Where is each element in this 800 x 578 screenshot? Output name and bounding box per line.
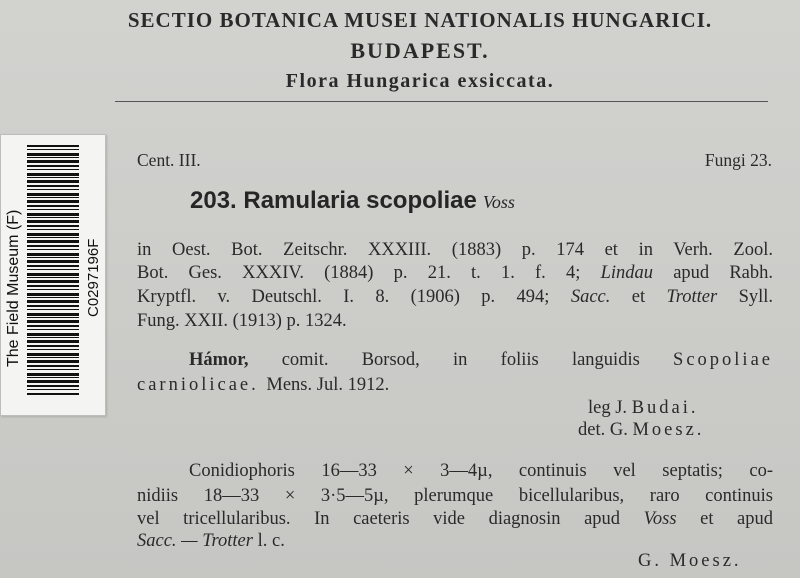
species-name: 203. Ramularia scopoliae — [190, 187, 477, 214]
description-author: Sacc. — Trotter — [137, 531, 253, 551]
reference-text: Syll. — [738, 287, 774, 307]
signature: G. Moesz. — [638, 551, 742, 571]
collection-date: Mens. Jul. 1912. — [266, 375, 390, 395]
reference-text: apud Rabh. — [673, 263, 774, 283]
fungi-number: Fungi 23. — [704, 150, 772, 170]
reference-line-3 — [137, 287, 773, 308]
century-number: Cent. III. — [137, 150, 201, 170]
species-title — [190, 187, 515, 215]
header-divider — [115, 101, 768, 102]
description-line-4 — [137, 531, 285, 552]
reference-line-1: in Oest. Bot. Zeitschr. XXXIII. (1883) p. 174 et in Verh. Zool. — [137, 240, 773, 260]
locality-place: Hámor, — [189, 350, 249, 370]
reference-line-4: Fung. XXII. (1913) p. 1324. — [137, 311, 347, 331]
description-text: vel tricellularibus. In caeteris vide diagnosin apud — [137, 509, 621, 529]
locality-line-1 — [189, 350, 773, 371]
determiner-prefix: det. G. — [578, 420, 628, 440]
locality-line-2 — [137, 375, 389, 396]
barcode-bars — [27, 145, 79, 395]
barcode-id: C0297196F — [85, 238, 102, 317]
host-genus: Scopoliae — [673, 350, 773, 370]
species-author: Voss — [482, 192, 515, 212]
reference-author: Lindau — [600, 263, 653, 283]
reference-author: Sacc. — [570, 287, 611, 307]
reference-author: Trotter — [666, 287, 718, 307]
reference-text: et — [631, 287, 646, 307]
reference-text: Kryptfl. v. Deutschl. I. 8. (1906) p. 494; — [137, 287, 550, 307]
host-epithet: carniolicae. — [137, 375, 259, 395]
collector-name: Budai. — [631, 398, 699, 418]
description-line-2: nidiis 18—33 × 3·5—5µ, plerumque bicellularibus, raro continuis — [137, 486, 773, 506]
collector-prefix: leg J. — [588, 398, 628, 418]
exsiccata-title: Flora Hungarica exsiccata. — [285, 70, 555, 92]
locality-text: comit. Borsod, in foliis languidis — [281, 350, 640, 370]
description-line-1: Conidiophoris 16—33 × 3—4µ, continuis vel septatis; co- — [189, 461, 773, 481]
reference-text: Bot. Ges. XXXIV. (1884) p. 21. t. 1. f. 4; — [137, 263, 581, 283]
description-text: et apud — [700, 509, 774, 529]
museum-name: The Field Museum (F) — [5, 209, 22, 367]
description-line-3 — [137, 509, 773, 530]
description-text: l. c. — [257, 531, 285, 551]
city-title: BUDAPEST. — [350, 38, 490, 63]
description-author: Voss — [643, 509, 677, 529]
reference-line-2 — [137, 263, 773, 284]
collector-line — [588, 398, 699, 419]
barcode-label — [0, 134, 106, 416]
institution-title: SECTIO BOTANICA MUSEI NATIONALIS HUNGARICI. — [127, 8, 713, 32]
determiner-line — [578, 420, 704, 441]
determiner-name: Moesz. — [632, 420, 705, 440]
